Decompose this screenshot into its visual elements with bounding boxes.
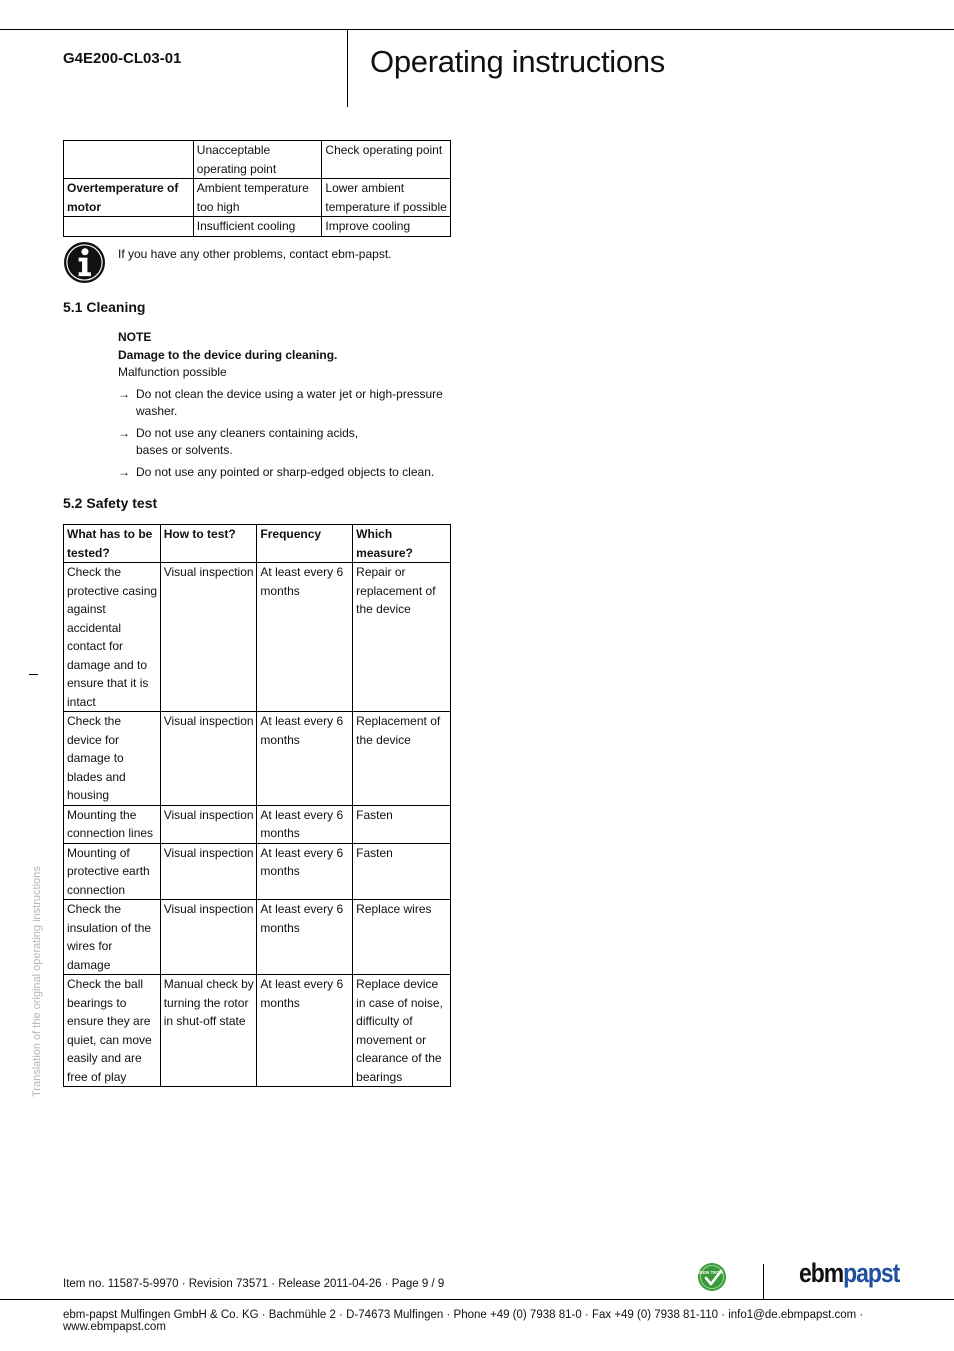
model-number: G4E200-CL03-01 [63,50,182,67]
table-cell: Unacceptable operating point [193,141,322,179]
table-cell: Check the insulation of the wires for damage [64,900,161,975]
section-heading-safety-test: 5.2 Safety test [63,495,158,511]
table-cell: Mounting the connection lines [64,805,161,843]
table-cell: Insufficient cooling [193,217,322,237]
brand-logo-part-papst: papst [843,1258,900,1288]
table-row [64,975,451,1087]
arrow-icon: → [118,464,130,479]
column-header: What has to be tested? [64,525,161,563]
table-cell: At least every 6 months [257,843,353,900]
table-cell: Visual inspection [160,805,257,843]
table-row [64,179,451,217]
table-cell: Replacement of the device [353,712,451,806]
table-cell: Manual check by turning the rotor in shut-off state [160,975,257,1087]
table-cell: At least every 6 months [257,805,353,843]
header-top-rule [0,29,954,30]
item-info: Item no. 11587-5-9970 · Revision 73571 · Release 2011-04-26 · Page 9 / 9 [63,1278,445,1290]
list-item [118,386,458,421]
table-row [64,563,451,712]
table-cell: Visual inspection [160,900,257,975]
list-item-text: Do not use any pointed or sharp-edged objects to clean. [136,464,435,479]
table-cell: Visual inspection [160,563,257,712]
fold-mark [29,674,38,675]
table-cell: Fasten [353,843,451,900]
list-item-text: Do not use any cleaners containing acids, bases or solvents. [136,425,359,457]
table-header-row [64,525,451,563]
table-cell: Lower ambient temperature if possible [322,179,451,217]
info-text: If you have any other problems, contact ebm-papst. [118,247,392,261]
note-label: NOTE [118,330,152,344]
company-info: ebm-papst Mulfingen GmbH & Co. KG · Bachmühle 2 · D-74673 Mulfingen · Phone +49 (0) 7938 81-0 · Fax +49 (0) 7938 81-110 · info1@de.ebmpapst.com · www.ebmpapst.com [63,1309,864,1333]
table-row [64,712,451,806]
table-row [64,900,451,975]
table-cell: At least every 6 months [257,975,353,1087]
note-title: Damage to the device during cleaning. [118,347,338,362]
table-cell: Improve cooling [322,217,451,237]
table-cell: Ambient temperature too high [193,179,322,217]
info-icon [63,241,106,284]
section-heading-cleaning: 5.1 Cleaning [63,299,146,315]
table-cell: Visual inspection [160,712,257,806]
footer-rule [0,1299,954,1300]
column-header: How to test? [160,525,257,563]
table-cell: Check the device for damage to blades and housing [64,712,161,806]
brand-logo-part-ebm: ebm [799,1258,844,1288]
table-row [64,843,451,900]
table-cell: Check the protective casing against accidental contact for damage and to ensure that it is intact [64,563,161,712]
column-header: Frequency [257,525,353,563]
table-row [64,141,451,179]
table-cell: Fasten [353,805,451,843]
footer-logo-divider [763,1264,764,1300]
list-item [118,464,458,482]
table-cell: At least every 6 months [257,563,353,712]
table-row [64,805,451,843]
brand-logo [799,1258,899,1289]
table-cell [64,217,194,237]
greentech-logo-text: GREEN TECH [693,1270,723,1275]
table-cell: At least every 6 months [257,900,353,975]
table-row [64,217,451,237]
greentech-logo-icon [693,1262,727,1292]
table-cell: At least every 6 months [257,712,353,806]
table-cell: Replace wires [353,900,451,975]
list-item-text: Do not clean the device using a water jet or high-pressure washer. [136,386,443,418]
header-divider [347,30,348,107]
page-title: Operating instructions [370,44,665,79]
table-cell: Mounting of protective earth connection [64,843,161,900]
column-header: Which measure? [353,525,451,563]
table-cell [64,141,194,179]
table-cell: Check operating point [322,141,451,179]
table-cell: Overtemperature of motor [64,179,194,217]
table-cell: Check the ball bearings to ensure they are quiet, can move easily and are free of play [64,975,161,1087]
arrow-icon: → [118,386,130,401]
troubleshooting-table [63,140,451,237]
table-cell: Replace device in case of noise, difficulty of movement or clearance of the bearings [353,975,451,1087]
note-subtitle: Malfunction possible [118,365,227,379]
note-block [118,329,458,481]
list-item [118,425,458,460]
safety-test-table [63,524,451,1087]
table-cell: Repair or replacement of the device [353,563,451,712]
table-cell: Visual inspection [160,843,257,900]
side-caption: Translation of the original operating instructions [31,866,43,1097]
arrow-icon: → [118,425,130,440]
